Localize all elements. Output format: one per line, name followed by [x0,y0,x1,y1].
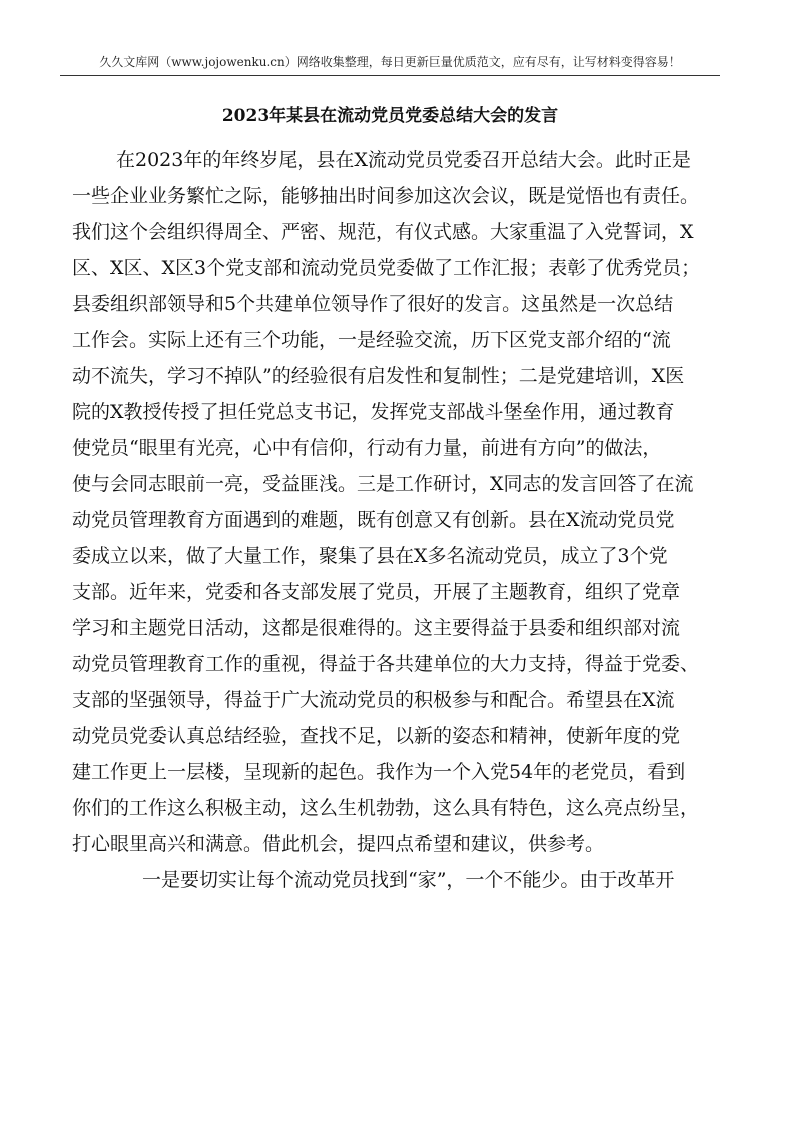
paragraph-line: 区、X区、X区3个党支部和流动党员党委做了工作汇报；表彰了优秀党员； [72,257,701,279]
paragraph-line: 一些企业业务繁忙之际，能够抽出时间参加这次会议，既是觉悟也有责任。 [72,185,700,207]
paragraph-line: 动党员管理教育方面遇到的难题，既有创意又有创新。县在X流动党员党 [72,509,675,531]
paragraph-line: 学习和主题党日活动，这都是很难得的。这主要得益于县委和组织部对流 [72,617,681,639]
paragraph-line: 支部。近年来，党委和各支部发展了党员，开展了主题教育，组织了党章 [72,581,681,603]
paragraph-line: 动不流失，学习不掉队”的经验很有启发性和复制性；二是党建培训，X医 [72,365,685,387]
header-divider [60,75,720,76]
page-header: 久久文库网（www.jojowenku.cn）网络收集整理，每日更新巨量优质范文，应有尽有，让写材料变得容易！ [99,55,681,69]
paragraph-line: 县委组织部领导和5个共建单位领导作了很好的发言。这虽然是一次总结 [72,293,674,315]
paragraph-line: 工作会。实际上还有三个功能，一是经验交流，历下区党支部介绍的“流 [72,329,671,351]
paragraph-line: 院的X教授传授了担任党总支书记，发挥党支部战斗堡垒作用，通过教育 [72,401,675,423]
paragraph-line: 使党员“眼里有光亮，心中有信仰，行动有力量，前进有方向”的做法， [72,437,662,459]
paragraph-line: 一是要切实让每个流动党员找到“家”，一个不能少。由于改革开 [142,869,675,891]
paragraph-line: 在2023年的年终岁尾，县在X流动党员党委召开总结大会。此时正是 [116,149,691,171]
paragraph-line: 建工作更上一层楼，呈现新的起色。我作为一个入党54年的老党员，看到 [72,761,686,783]
paragraph-line: 动党员党委认真总结经验，查找不足，以新的姿态和精神，使新年度的党 [72,725,681,747]
paragraph-line: 我们这个会组织得周全、严密、规范，有仪式感。大家重温了入党誓词，X [72,221,694,243]
paragraph-line: 使与会同志眼前一亮，受益匪浅。三是工作研讨，X同志的发言回答了在流 [72,473,694,495]
paragraph-line: 你们的工作这么积极主动，这么生机勃勃，这么具有特色，这么亮点纷呈， [72,797,700,819]
document-title: 2023年某县在流动党员党委总结大会的发言 [221,106,559,126]
body-text [72,142,722,898]
paragraph-line: 打心眼里高兴和满意。借此机会，提四点希望和建议，供参考。 [72,833,605,855]
paragraph-line: 支部的坚强领导，得益于广大流动党员的积极参与和配合。希望县在X流 [72,689,675,711]
paragraph-line: 委成立以来，做了大量工作，聚集了县在X多名流动党员，成立了3个党 [72,545,668,567]
paragraph-line: 动党员管理教育工作的重视，得益于各共建单位的大力支持，得益于党委、 [72,653,700,675]
